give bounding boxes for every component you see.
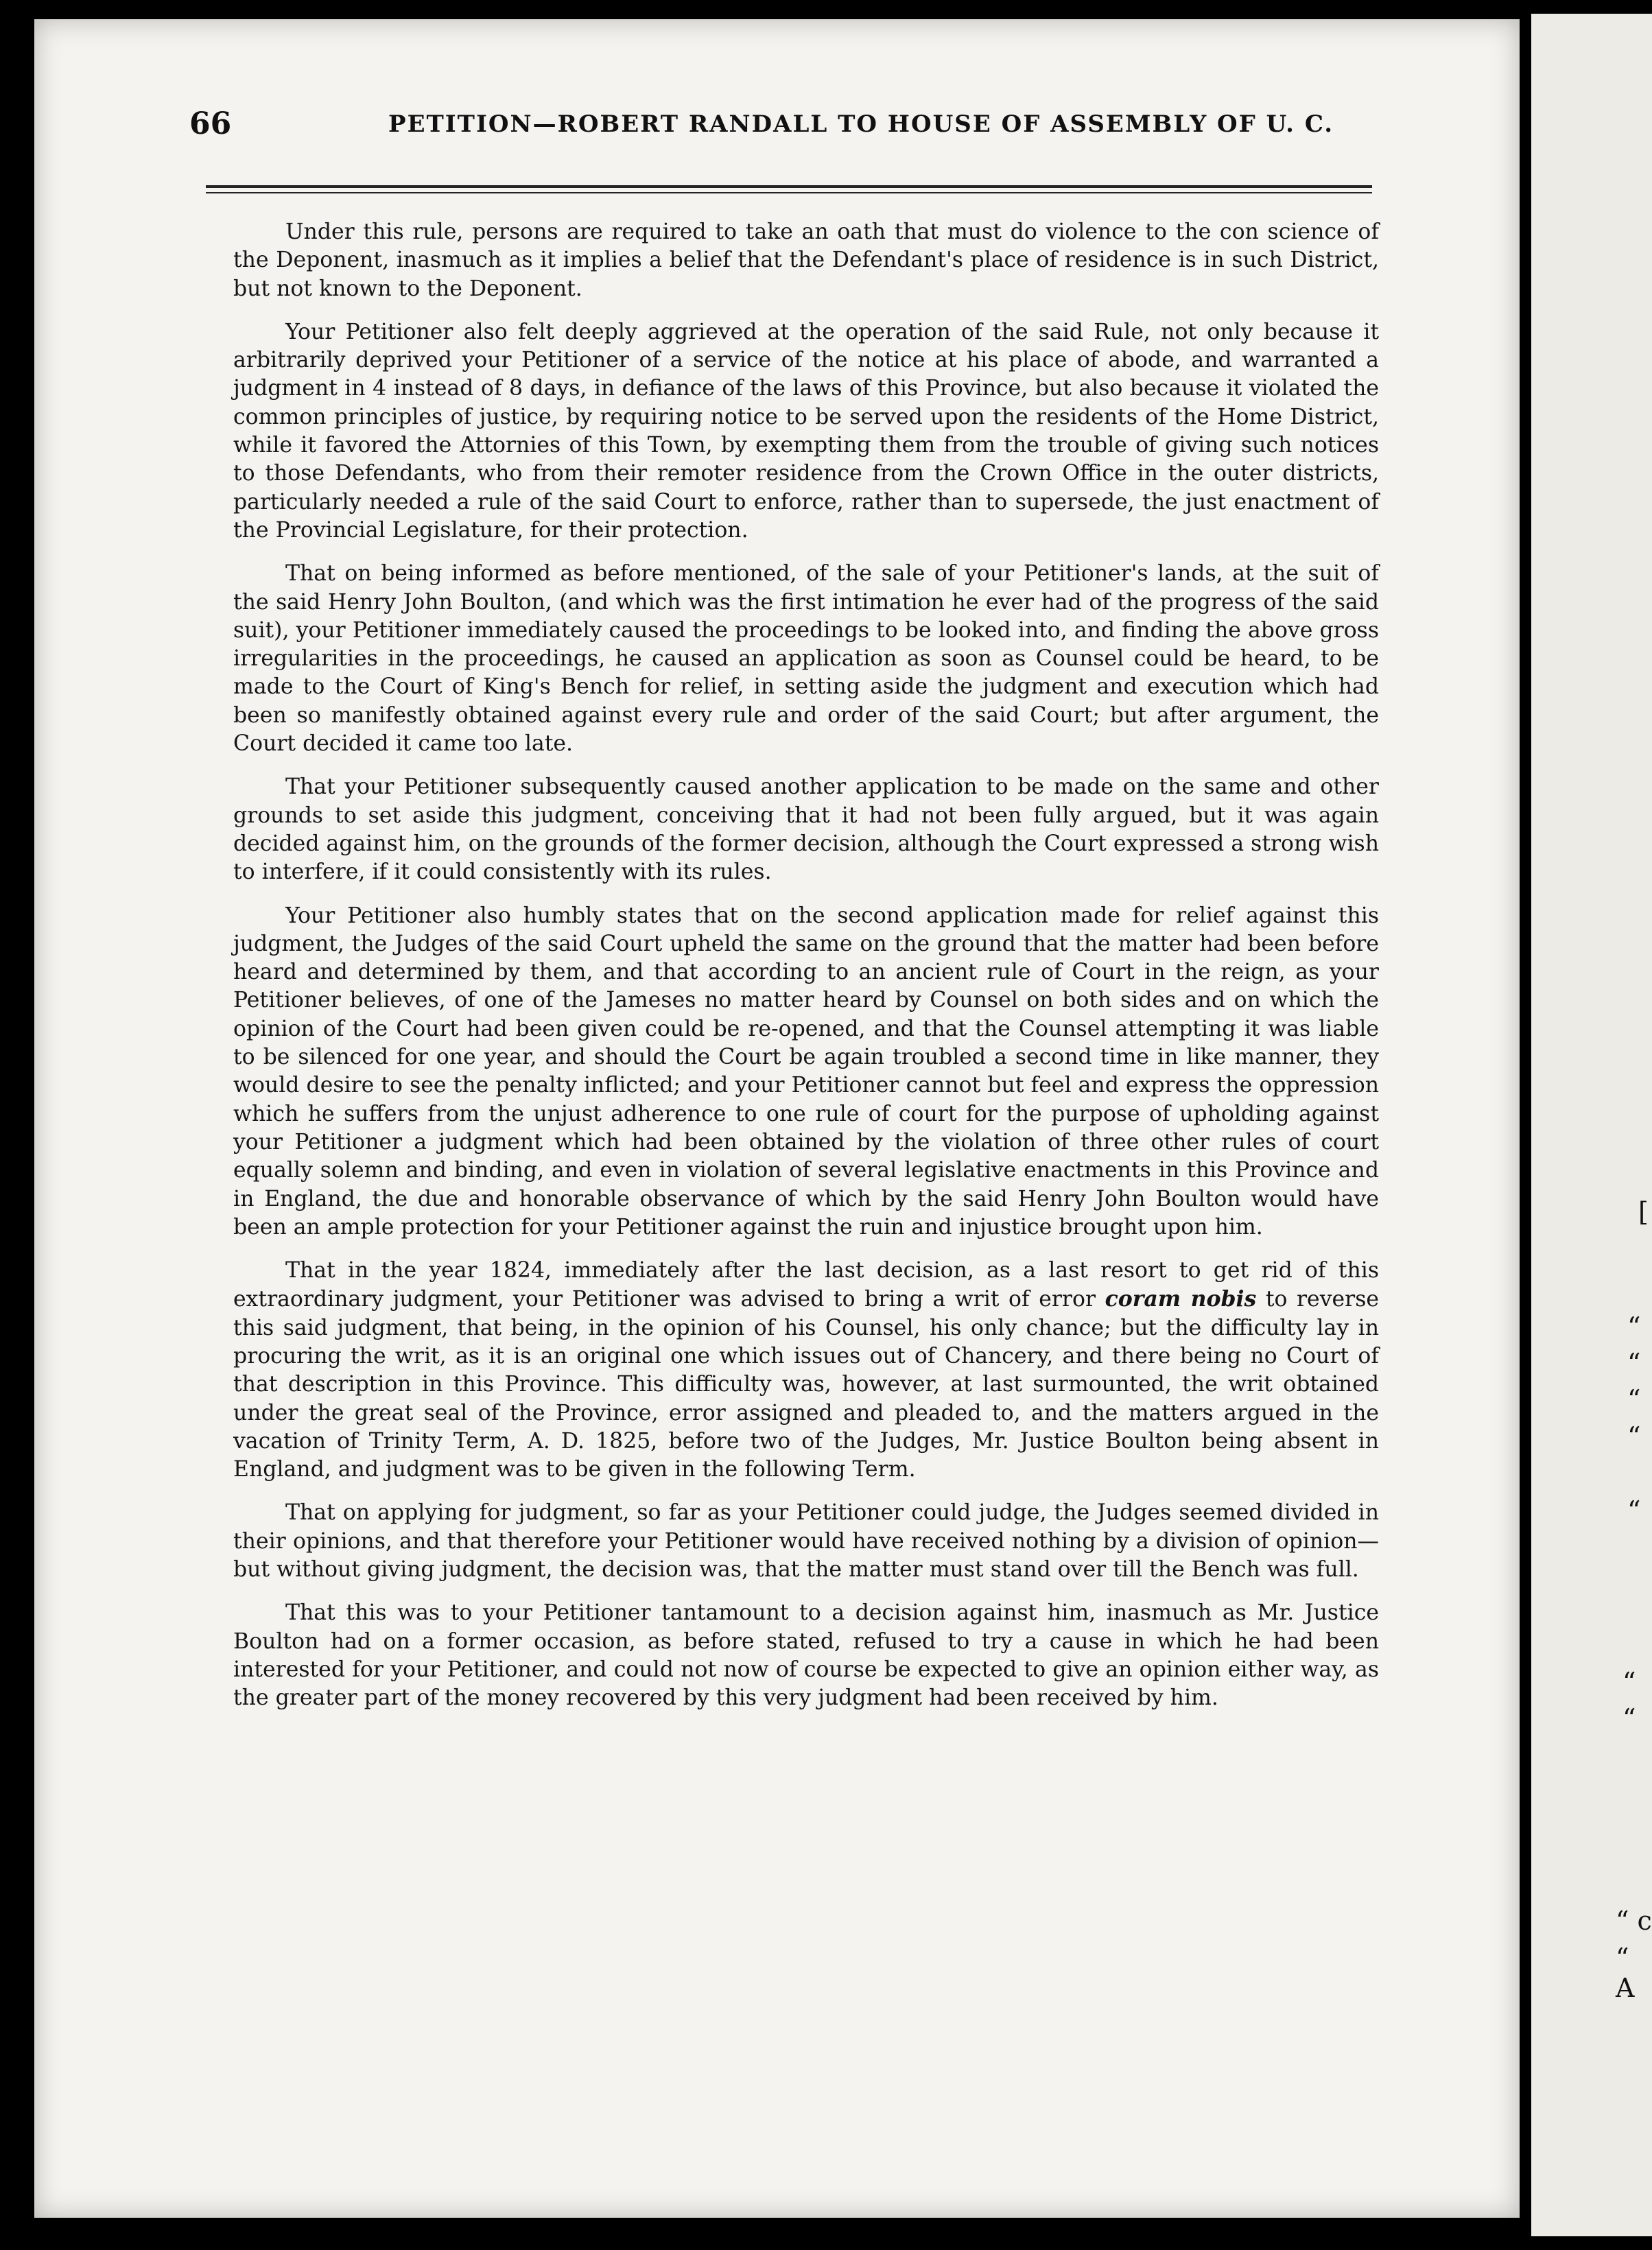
paragraph-text: That in the year 1824, immediately after the last decision, as a last resort to get rid of this extraordinary judgment, your Petitioner was advised to bring a writ of error <box>233 1258 1379 1312</box>
header-rule <box>206 192 1372 193</box>
paragraph: That this was to your Petitioner tantamount to a decision against him, inasmuch as Mr. Justice Boulton had on a former occasion, as before stated, refused to try a cause in which he had been interested for your Petitioner, and could not now of course be expected to give an opinion either way, as the greater part of the money recovered by this very judgment had been received by him. <box>233 1600 1379 1711</box>
paragraph: That your Petitioner subsequently caused another application to be made on the same and other grounds to set aside this judgment, conceiving that it had not been fully argued, but it was again decided against him, on the grounds of the former decision, although the Court expressed a strong wish to interfere, if it could consistently with its rules. <box>233 774 1379 885</box>
paragraph <box>233 1257 1379 1484</box>
adjacent-page-edge <box>1531 14 1652 2236</box>
adjacent-page-mark: “ c <box>1616 1906 1652 1936</box>
paragraph: That on being informed as before mentioned, of the sale of your Petitioner's lands, at the suit of the said Henry John Boulton, (and which was the first intimation he ever had of the progress of the said suit), your Petitioner immediately caused the proceedings to be looked into, and finding the above gross irregularities in the proceedings, he caused an application as soon as Counsel could be heard, to be made to the Court of King's Bench for relief, in setting aside the judgment and execution which had been so manifestly obtained against every rule and order of the said Court; but after argument, the Court decided it came too late. <box>233 561 1379 757</box>
adjacent-page-mark: “ <box>1627 1495 1641 1526</box>
paragraph: Your Petitioner also felt deeply aggrieved at the operation of the said Rule, not only because it arbitrarily deprived your Petitioner of a service of the notice at his place of abode, and warranted a judgment in 4 instead of 8 days, in defiance of the laws of this Province, but also because it violated the common principles of justice, by requiring notice to be served upon the residents of the Home District, while it favored the Attornies of this Town, by exempting them from the trouble of giving such notices to those Defendants, who from their remoter residence from the Crown Office in the outer districts, particularly needed a rule of the said Court to enforce, rather than to supersede, the just enactment of the Provincial Legislature, for their protection. <box>233 319 1379 543</box>
body-text <box>233 218 1379 1728</box>
adjacent-page-mark: “ <box>1622 1667 1636 1697</box>
page-header <box>189 106 1404 154</box>
adjacent-page-mark: “ A <box>1616 1943 1635 2003</box>
paragraph: Your Petitioner also humbly states that on the second application made for relief against this judgment, the Judges of the said Court upheld the same on the ground that the matter had been before heard and determined by them, and that according to an ancient rule of Court in the reign, as your Petitioner believes, of one of the Jameses no matter heard by Counsel on both sides and on which the opinion of the Court had been given could be re-opened, and that the Counsel attempting it was liable to be silenced for one year, and should the Court be again troubled a second time in like manner, they would desire to see the penalty inflicted; and your Petitioner cannot but feel and express the oppression which he suffers from the unjust adherence to one rule of court for the purpose of upholding against your Petitioner a judgment which had been obtained by the violation of three other rules of court equally solemn and binding, and even in violation of several legislative enactments in this Province and in England, the due and honorable observance of which by the said Henry John Boulton would have been an ample protection for your Petitioner against the ruin and injustice brought upon him. <box>233 903 1379 1240</box>
paragraph: That on applying for judgment, so far as your Petitioner could judge, the Judges seemed divided in their opinions, and that therefore your Petitioner would have received nothing by a division of opinion—but without giving judgment, the decision was, that the matter must stand over till the Bench was full. <box>233 1500 1379 1583</box>
adjacent-page-mark: “ <box>1627 1421 1641 1452</box>
latin-term: coram nobis <box>1105 1286 1257 1312</box>
adjacent-page-mark: “ <box>1627 1348 1641 1378</box>
paragraph-text: to reverse this said judgment, that being, in the opinion of his Counsel, his only chance; but the difficulty lay in procuring the writ, as it is an original one which issues out of Chancery, and there being no Court of that description in this Province. This difficulty was, however, at last surmounted, the writ obtained under the great seal of the Province, error assigned and pleaded to, and the matters argued in the vacation of Trinity Term, A. D. 1825, before two of the Judges, Mr. Justice Boulton being absent in England, and judgment was to be given in the following Term. <box>233 1287 1380 1482</box>
header-rule <box>206 185 1372 188</box>
paragraph: Under this rule, persons are required to take an oath that must do violence to the con science of the Deponent, inasmuch as it implies a belief that the Defendant's place of residence is in such District, but not known to the Deponent. <box>233 220 1379 301</box>
running-title: PETITION—ROBERT RANDALL TO HOUSE OF ASSEMBLY OF U. C. <box>388 110 1334 138</box>
adjacent-page-mark: “ <box>1627 1384 1641 1414</box>
adjacent-page-mark: [ <box>1638 1197 1649 1227</box>
page-number: 66 <box>189 106 232 141</box>
adjacent-page-mark: “ <box>1627 1312 1641 1342</box>
adjacent-page-mark: “ <box>1622 1703 1636 1733</box>
